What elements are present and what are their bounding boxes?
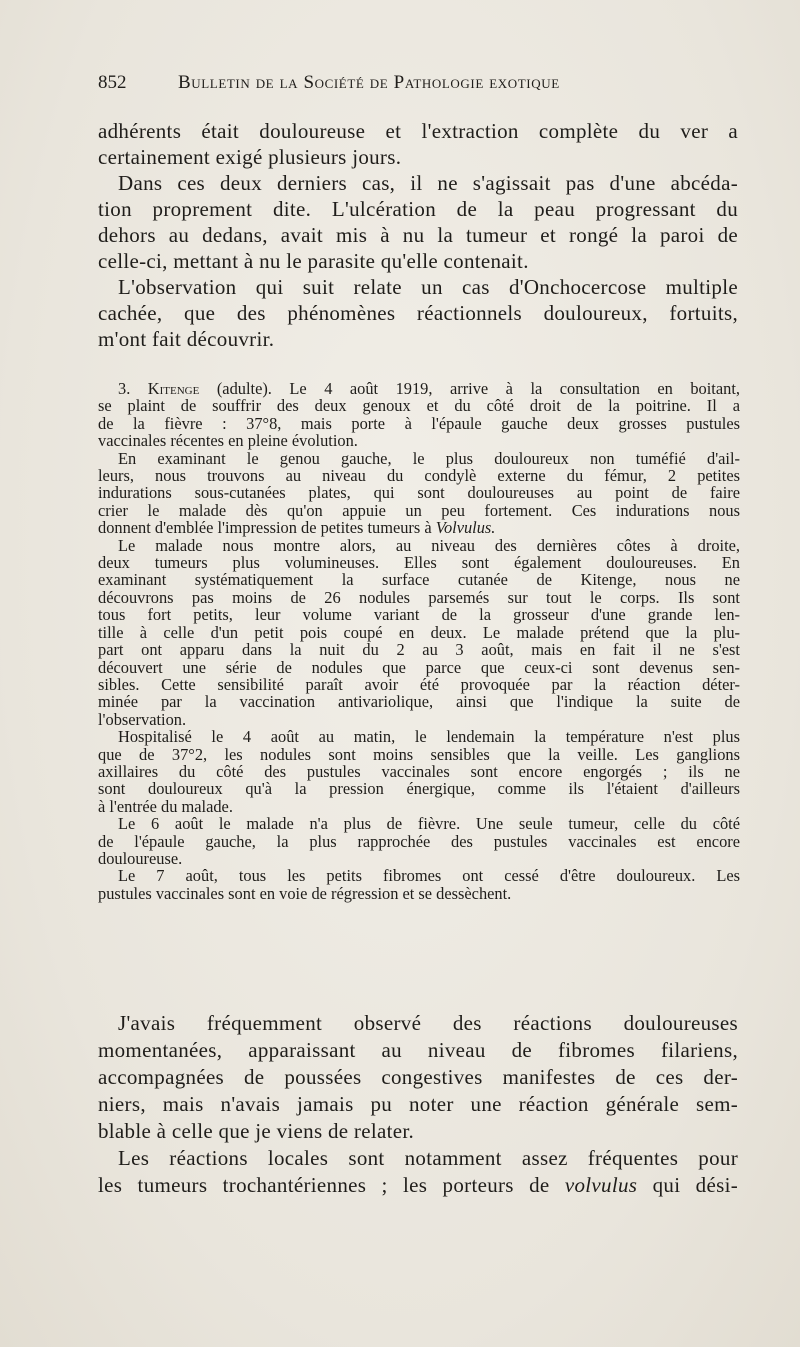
italic-term: Volvulus. xyxy=(435,518,496,538)
text-line: Dans ces deux derniers cas, il ne s'agissait pas d'une abcéda- xyxy=(118,171,738,195)
text-line: que de 37°2, les nodules sont moins sensibles que la veille. Les ganglions xyxy=(98,744,740,764)
text-line: axillaires du côté des pustules vaccinales sont encore engorgés ; ils ne xyxy=(98,761,740,781)
text-line: Le malade nous montre alors, au niveau des dernières côtes à droite, xyxy=(118,535,740,555)
text-line: minée par la vaccination antivariolique, ainsi que l'indique la suite de xyxy=(98,692,740,712)
text-line: En examinant le genou gauche, le plus douloureux non tuméfié d'ail- xyxy=(118,448,740,468)
text-line: indurations sous-cutanées plates, qui sont douloureuses au point de faire xyxy=(98,483,740,503)
text-segment: Le 4 août 1919, arrive à la consultation en boitant, xyxy=(289,379,740,398)
text-line: examinant systématiquement la surface cutanée de Kitenge, nous ne xyxy=(98,570,740,590)
age-note: (adulte). xyxy=(216,379,272,398)
text-line: tille à celle d'un petit pois coupé en deux. Le malade prétend que la plu- xyxy=(98,622,740,642)
text-line: certainement exigé plusieurs jours. xyxy=(98,145,402,169)
italic-term: volvulus xyxy=(564,1173,638,1197)
bottom-text xyxy=(98,1010,738,1199)
text-line: J'avais fréquemment observé des réactions douloureuses xyxy=(118,1011,738,1035)
text-line: crier le malade dès qu'on appuie un peu fortement. Ces indurations nous xyxy=(98,500,740,520)
text-line: Les réactions locales sont notamment assez fréquentes pour xyxy=(118,1146,738,1170)
text-line: part ont apparu dans la nuit du 2 au 3 août, mais en fait il ne s'est xyxy=(98,640,740,660)
text-line: blable à celle que je viens de relater. xyxy=(98,1119,415,1143)
text-line: l'observation. xyxy=(98,709,187,729)
text-line: tion proprement dite. L'ulcération de la peau progressant du xyxy=(98,197,738,221)
observation-number: 3. xyxy=(118,379,131,398)
text-line: découvrons pas moins de 26 nodules parsemés sur tout le corps. Ils sont xyxy=(98,587,740,607)
text-line: de l'épaule gauche, la plus rapprochée des pustules vaccinales est encore xyxy=(98,831,740,851)
page-number: 852 xyxy=(98,72,127,93)
text-line: adhérents était douloureuse et l'extraction complète du ver a xyxy=(98,119,738,143)
text-segment: donnent d'emblée l'impression de petites tumeurs à xyxy=(98,518,432,538)
text-line: niers, mais n'avais jamais pu noter une réaction générale sem- xyxy=(98,1092,738,1116)
text-line-with-italic xyxy=(98,519,740,536)
journal-title: Bulletin de la Société de Pathologie exotique xyxy=(178,72,560,93)
text-line: sibles. Cette sensibilité paraît avoir été provoquée par la réaction déter- xyxy=(98,674,740,694)
top-text xyxy=(98,118,738,352)
text-line: se plaint de souffrir des deux genoux et du côté droit de la poitrine. Il a xyxy=(98,396,740,416)
text-line: dehors au dedans, avait mis à nu la tumeur et rongé la paroi de xyxy=(98,223,738,247)
text-line: accompagnées de poussées congestives manifestes de ces der- xyxy=(98,1065,738,1089)
text-line: tous fort petits, leur volume variant de la grosseur d'une grande len- xyxy=(98,605,740,625)
text-line: m'ont fait découvrir. xyxy=(98,327,275,351)
text-line: Hospitalisé le 4 août au matin, le lendemain la température n'est plus xyxy=(118,727,740,747)
text-segment: qui dési- xyxy=(652,1173,738,1197)
running-header xyxy=(98,72,738,102)
text-line: cachée, que des phénomènes réactionnels douloureux, fortuits, xyxy=(98,301,738,325)
text-line: Le 6 août le malade n'a plus de fièvre. Une seule tumeur, celle du côté xyxy=(118,814,740,834)
text-line: sont douloureux qu'à la pression énergique, comme ils l'étaient d'ailleurs xyxy=(98,779,740,799)
text-line: douloureuse. xyxy=(98,848,183,868)
text-line: pustules vaccinales sont en voie de régression et se dessèchent. xyxy=(98,883,512,903)
text-line: celle-ci, mettant à nu le parasite qu'elle contenait. xyxy=(98,249,529,273)
text-segment: les tumeurs trochantériennes ; les porteurs de xyxy=(98,1173,550,1197)
text-line: vaccinales récentes en pleine évolution. xyxy=(98,431,358,451)
text-line: découvert une série de nodules que parce que ceux-ci sont devenus sen- xyxy=(98,657,740,677)
patient-name: Kitenge xyxy=(147,379,200,398)
text-line: L'observation qui suit relate un cas d'Onchocercose multiple xyxy=(118,275,738,299)
observation-block xyxy=(98,380,740,902)
text-line: Le 7 août, tous les petits fibromes ont cessé d'être douloureux. Les xyxy=(118,866,740,886)
text-line: leurs, nous trouvons au niveau du condylè externe du fémur, 2 petites xyxy=(98,466,740,486)
text-line: à l'entrée du malade. xyxy=(98,796,233,816)
text-line: de la fièvre : 37°8, mais porte à l'épaule gauche deux grosses pustules xyxy=(98,413,740,433)
text-line-with-italic xyxy=(98,1172,738,1199)
text-line: deux tumeurs plus volumineuses. Elles sont également douloureuses. En xyxy=(98,553,740,573)
text-line: momentanées, apparaissant au niveau de fibromes filariens, xyxy=(98,1038,738,1062)
observation-line xyxy=(98,380,740,397)
